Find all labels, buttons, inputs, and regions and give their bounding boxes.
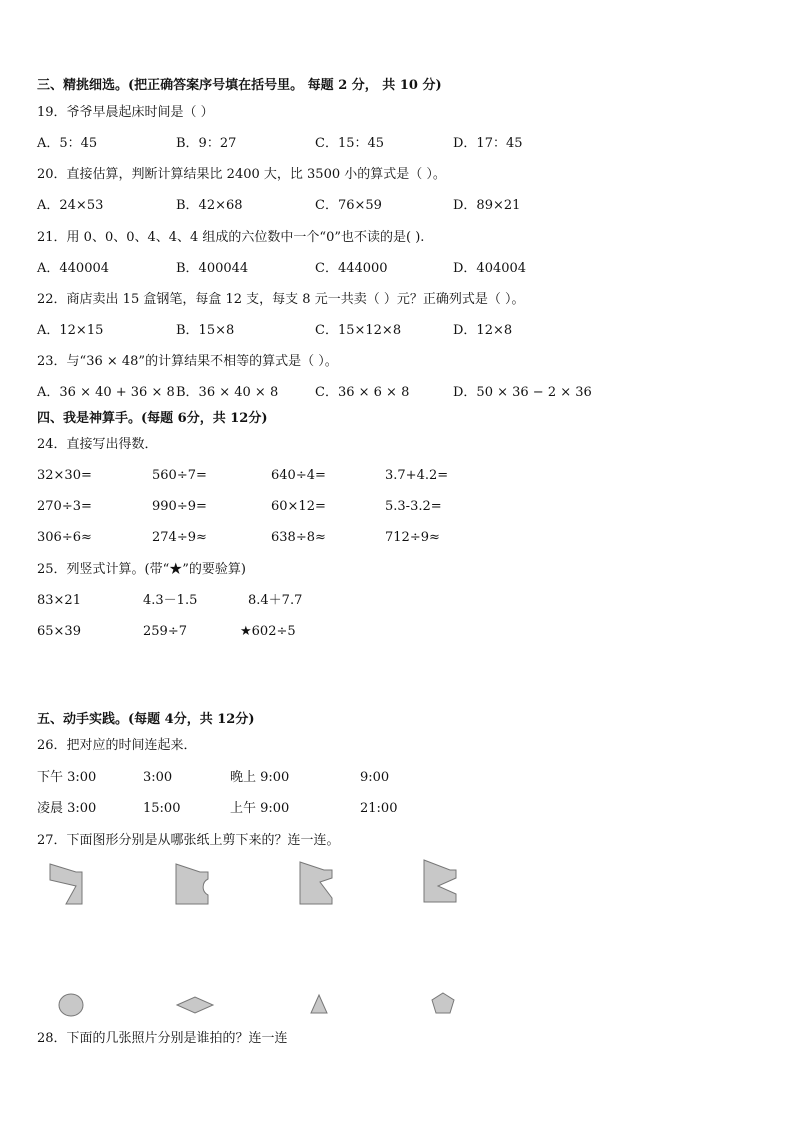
q25-item: 4.3－1.5 xyxy=(143,593,198,608)
q24-item: 712÷9≈ xyxy=(385,530,440,545)
q20-stem: 20．直接估算，判断计算结果比 2400 大，比 3500 小的算式是（ ）。 xyxy=(37,167,446,182)
q26-item: 15:00 xyxy=(143,801,181,816)
q24-item: 560÷7= xyxy=(152,468,207,483)
triangle-shape xyxy=(308,992,330,1016)
q25-item: 83×21 xyxy=(37,593,81,608)
section4-heading: 四、我是神算手。(每题 6分，共 12分) xyxy=(37,411,268,426)
q20-option-b: B．42×68 xyxy=(176,198,243,213)
q21-option-a: A．440004 xyxy=(37,261,110,276)
q22-option-c: C．15×12×8 xyxy=(315,323,402,338)
q25-item: ★602÷5 xyxy=(240,624,296,639)
q26-stem: 26．把对应的时间连起来． xyxy=(37,738,197,753)
q23-option-c: C．36 × 6 × 8 xyxy=(315,385,410,400)
q24-item: 60×12= xyxy=(271,499,326,514)
q24-item: 990÷9= xyxy=(152,499,207,514)
section5-heading: 五、动手实践。(每题 4分，共 12分) xyxy=(37,712,255,727)
q26-item: 21:00 xyxy=(360,801,398,816)
q25-item: 65×39 xyxy=(37,624,81,639)
q20-option-d: D．89×21 xyxy=(453,198,521,213)
q24-item: 32×30= xyxy=(37,468,92,483)
q20-option-c: C．76×59 xyxy=(315,198,382,213)
q24-stem: 24．直接写出得数． xyxy=(37,437,158,452)
q24-item: 638÷8≈ xyxy=(271,530,326,545)
section3-heading: 三、精挑细选。(把正确答案序号填在括号里。 每题 2 分， 共 10 分) xyxy=(37,78,442,93)
q26-item: 9:00 xyxy=(360,770,390,785)
q21-option-b: B．400044 xyxy=(176,261,249,276)
q25-stem: 25．列竖式计算。(带“★”的要验算) xyxy=(37,562,246,577)
q19-option-c: C．15：45 xyxy=(315,136,385,151)
pentagon-shape xyxy=(430,991,456,1015)
q26-item: 3:00 xyxy=(143,770,173,785)
q25-item: 259÷7 xyxy=(143,624,187,639)
q28-stem: 28．下面的几张照片分别是谁拍的？连一连 xyxy=(37,1031,288,1046)
q22-option-a: A．12×15 xyxy=(37,323,104,338)
q23-option-b: B．36 × 40 × 8 xyxy=(176,385,279,400)
q23-option-a: A．36 × 40 + 36 × 8 xyxy=(37,385,175,400)
q24-item: 3.7+4.2= xyxy=(385,468,449,483)
q24-item: 274÷9≈ xyxy=(152,530,207,545)
q19-option-a: A．5：45 xyxy=(37,136,98,151)
q25-item: 8.4＋7.7 xyxy=(248,593,303,608)
q19-stem: 19．爷爷早晨起床时间是（ ） xyxy=(37,105,214,120)
cut-paper-shape-4 xyxy=(422,858,458,904)
rhombus-shape xyxy=(175,995,215,1015)
cut-paper-shape-2 xyxy=(174,862,210,906)
cut-paper-shape-1 xyxy=(48,862,84,906)
q26-item: 凌晨 3:00 xyxy=(37,801,97,816)
q22-stem: 22．商店卖出 15 盒钢笔，每盒 12 支，每支 8 元一共卖（ ）元？正确列式是（ ）。 xyxy=(37,292,525,307)
q21-stem: 21．用 0、0、0、4、4、4 组成的六位数中一个“0”也不读的是( ). xyxy=(37,230,425,245)
q20-option-a: A．24×53 xyxy=(37,198,104,213)
q24-item: 270÷3= xyxy=(37,499,92,514)
circle-shape xyxy=(56,991,86,1019)
q26-item: 上午 9:00 xyxy=(230,801,290,816)
q23-stem: 23．与“36 × 48”的计算结果不相等的算式是（ ）。 xyxy=(37,354,338,369)
cut-paper-shape-3 xyxy=(298,860,334,906)
q21-option-d: D．404004 xyxy=(453,261,527,276)
q22-option-b: B．15×8 xyxy=(176,323,235,338)
q24-item: 640÷4= xyxy=(271,468,326,483)
q23-option-d: D．50 × 36 − 2 × 36 xyxy=(453,385,592,400)
q19-option-b: B．9：27 xyxy=(176,136,237,151)
q26-item: 晚上 9:00 xyxy=(230,770,290,785)
q21-option-c: C．444000 xyxy=(315,261,388,276)
q24-item: 5.3-3.2= xyxy=(385,499,442,514)
q27-stem: 27．下面图形分别是从哪张纸上剪下来的？连一连。 xyxy=(37,833,340,848)
q19-option-d: D．17：45 xyxy=(453,136,523,151)
q22-option-d: D．12×8 xyxy=(453,323,513,338)
q26-item: 下午 3:00 xyxy=(37,770,97,785)
q24-item: 306÷6≈ xyxy=(37,530,92,545)
